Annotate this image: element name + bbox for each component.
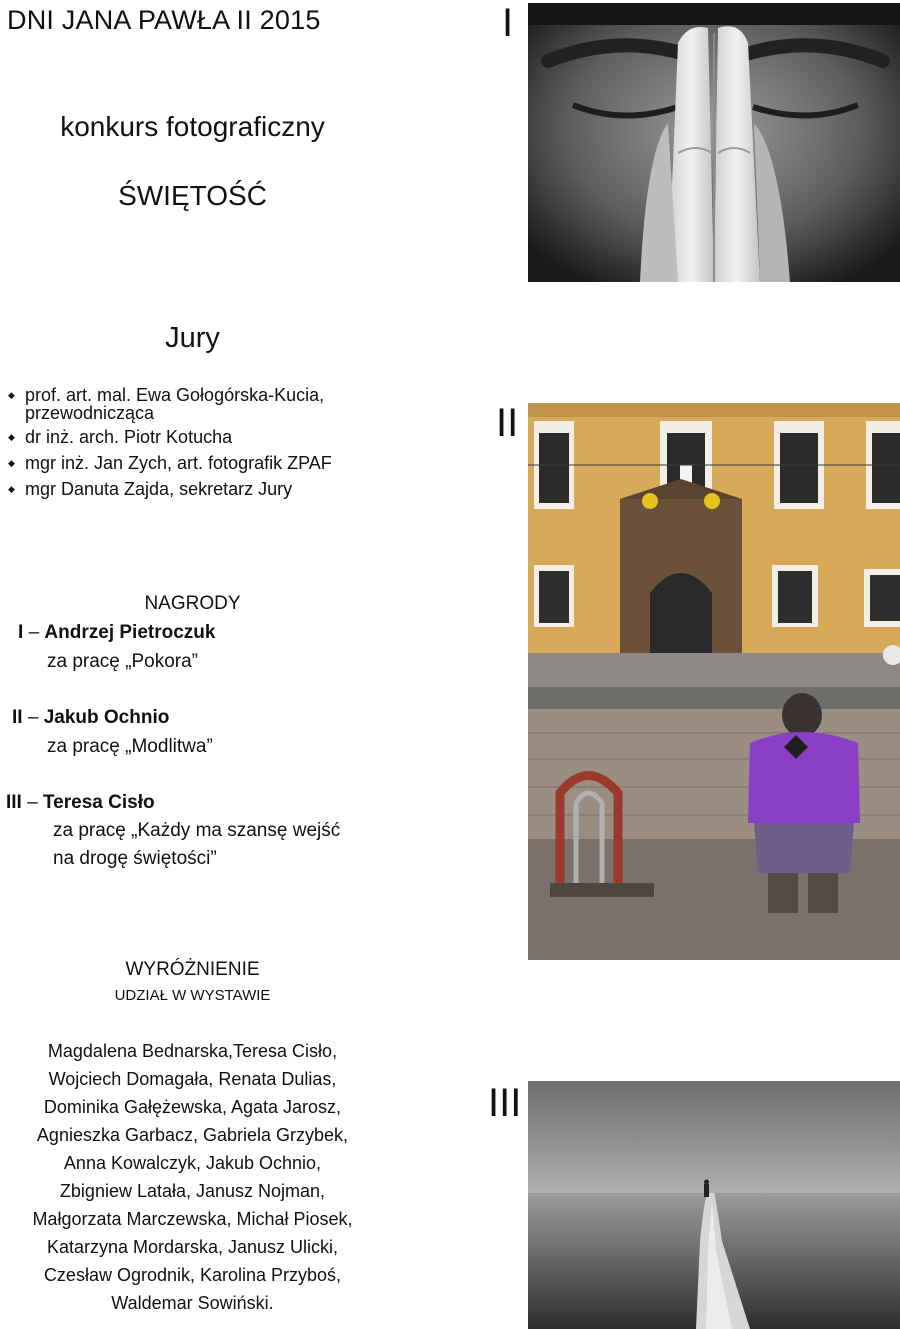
prize-rank: I [18, 622, 24, 643]
contest-theme: ŚWIĘTOŚĆ [118, 180, 267, 211]
contest-subtitle: konkurs fotograficzny [60, 111, 325, 142]
jury-member: ◆ mgr Danuta Zajda, sekretarz Jury [8, 476, 388, 502]
honors-line: Zbigniew Latała, Janusz Nojman, [59, 1181, 326, 1201]
prize-rank: II [12, 707, 23, 728]
prize-dash: – [27, 792, 38, 813]
prize-work-title: za pracę „Modlitwa” [47, 736, 213, 757]
prize-winner-name: Jakub Ochnio [43, 707, 170, 728]
misty-road-figure-photo [528, 1081, 900, 1329]
jury-member: ◆ dr inż. arch. Piotr Kotucha [8, 424, 388, 450]
jury-list [8, 382, 388, 502]
honors-line: Czesław Ogrodnik, Karolina Przyboś, [43, 1265, 342, 1285]
kneeling-woman-street-photo [528, 403, 900, 960]
prize-rank: III [6, 792, 22, 813]
honors-line: Anna Kowalczyk, Jakub Ochnio, [63, 1153, 322, 1173]
honors-line: Katarzyna Mordarska, Janusz Ulicki, [46, 1237, 339, 1257]
prize-winner-name: Andrzej Pietroczuk [44, 622, 216, 643]
prize-work-title: za pracę „Pokora” [47, 651, 199, 672]
honors-line: Agnieszka Garbacz, Gabriela Grzybek, [36, 1125, 349, 1145]
honors-line: Małgorzata Marczewska, Michał Piosek, [32, 1209, 353, 1229]
jury-member: ◆ mgr inż. Jan Zych, art. fotografik ZPAF [8, 450, 388, 476]
honors-heading: WYRÓŻNIENIE [125, 959, 260, 980]
honors-line: Wojciech Domagała, Renata Dulias, [48, 1069, 337, 1089]
prize-winner-name: Teresa Cisło [42, 792, 155, 813]
prize-second-line [12, 707, 169, 729]
prize-work-title-cont: na drogę świętości” [53, 848, 217, 869]
page-title: DNI JANA PAWŁA II 2015 [7, 5, 321, 35]
honors-list [0, 1037, 385, 1317]
jury-member: ◆ prof. art. mal. Ewa Gołogórska-Kucia, przewodnicząca [8, 382, 388, 424]
honors-line: Dominika Gałężewska, Agata Jarosz, [43, 1097, 342, 1117]
jury-heading: Jury [165, 322, 220, 354]
prize-first-line [18, 622, 215, 644]
prize-dash: – [28, 622, 40, 643]
diamond-bullet-icon: ◆ [8, 484, 15, 494]
photo-label-third: III [488, 1081, 522, 1125]
honors-line: Waldemar Sowiński. [111, 1293, 274, 1313]
photo-label-first: I [502, 1, 514, 45]
photo-label-second: II [496, 401, 519, 445]
prize-third-line [6, 792, 155, 814]
prize-work-title: za pracę „Każdy ma szansę wejść [53, 820, 341, 841]
honors-subheading: UDZIAŁ W WYSTAWIE [114, 987, 271, 1004]
diamond-bullet-icon: ◆ [8, 432, 15, 442]
diamond-bullet-icon: ◆ [8, 390, 15, 400]
honors-line: Magdalena Bednarska,Teresa Cisło, [47, 1041, 338, 1061]
diamond-bullet-icon: ◆ [8, 458, 15, 468]
praying-hands-face-photo [528, 3, 900, 282]
prize-dash: – [27, 707, 39, 728]
prizes-heading: NAGRODY [144, 593, 241, 614]
